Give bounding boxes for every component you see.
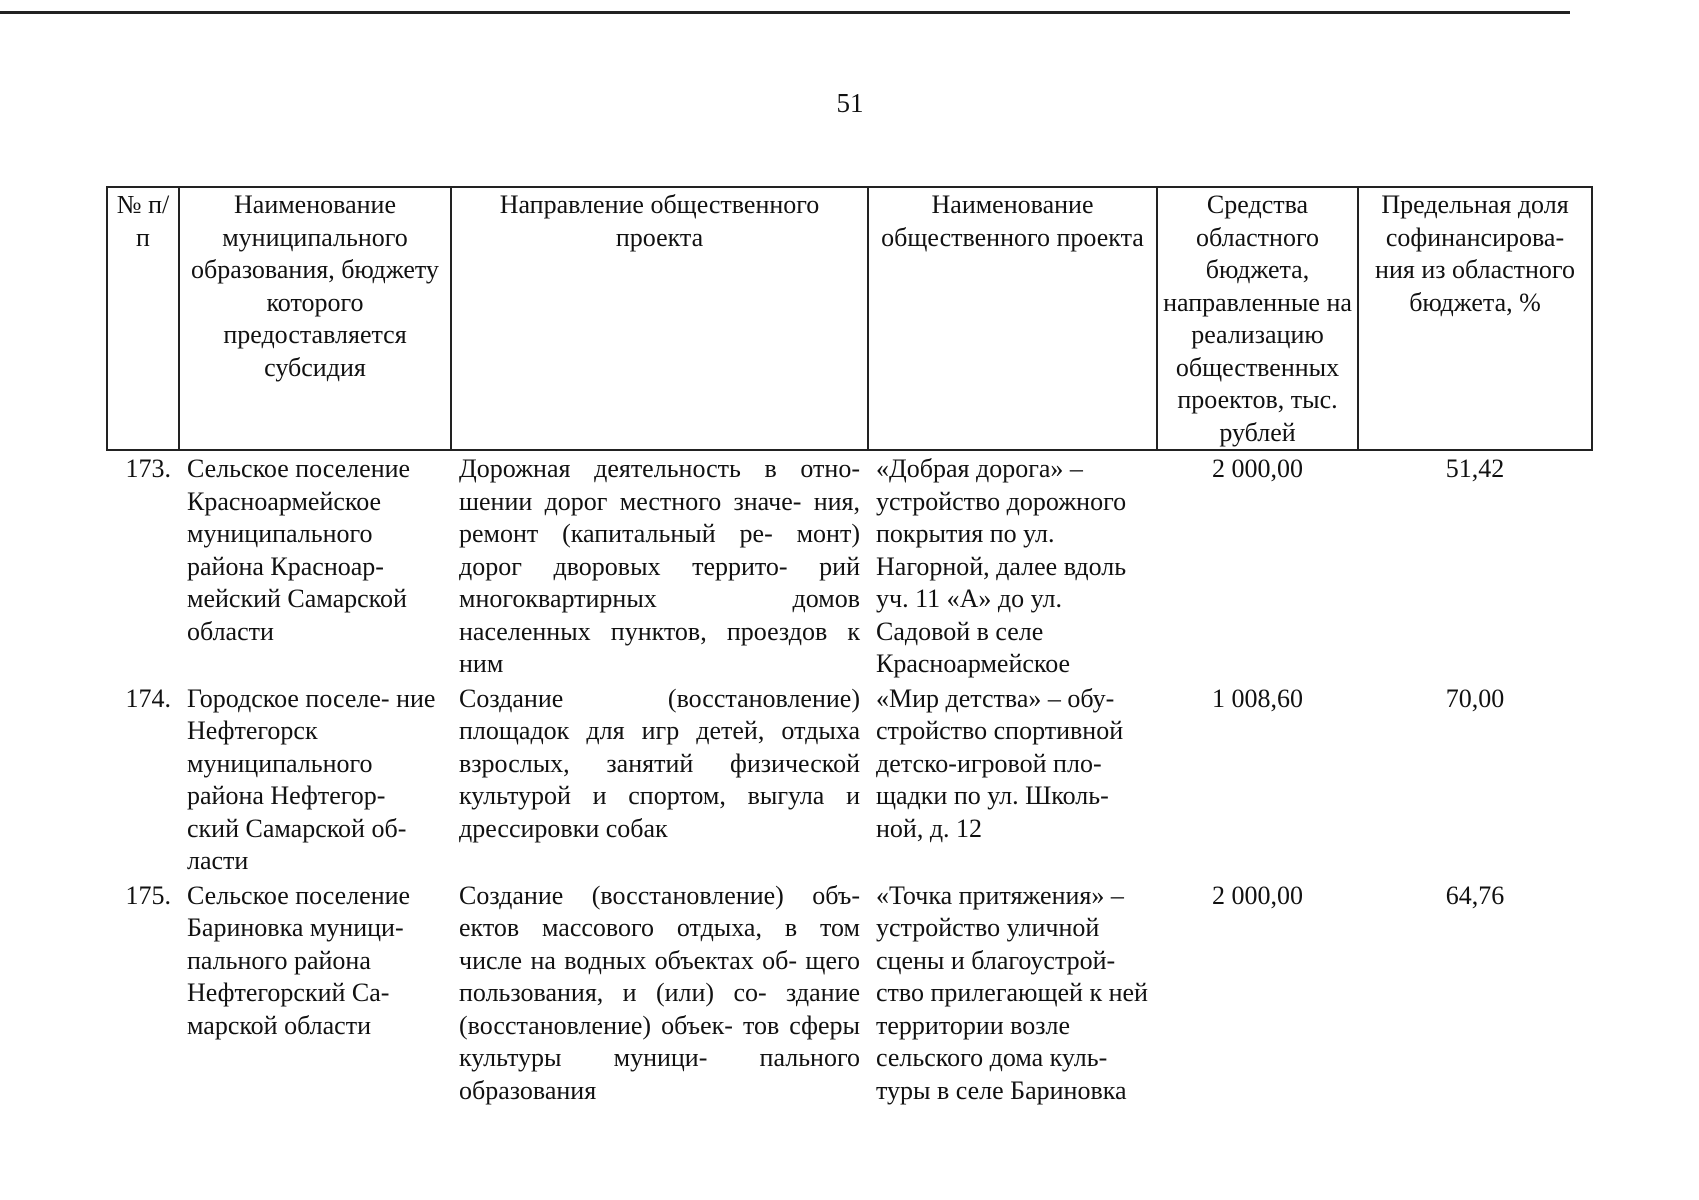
header-project-name: Наименование общественного проекта xyxy=(868,187,1157,450)
subsidy-table xyxy=(106,186,1593,1107)
top-border-line xyxy=(0,11,1570,14)
table-row xyxy=(107,681,1592,878)
municipality-cell: Городское поселе- ние Нефтегорск муниципального района Нефтегор- ский Самарской об- ласти xyxy=(187,683,436,875)
share-cell: 51,42 xyxy=(1445,454,1505,483)
direction-cell: Создание (восстановление) объ- ектов массового отдыха, в том числе на водных объектах об- щего пользования, и (или) со- здание (восстановление) объек- тов сферы культуры муници- пального образования xyxy=(459,880,860,1105)
table-header-row xyxy=(107,187,1592,450)
direction-cell: Дорожная деятельность в отно- шении дорог местного значе- ния, ремонт (капитальный ре- монт) дорог дворовых террито- рий многоквартирных домов населенных пунктов, проездов к ним xyxy=(459,454,860,678)
table-row xyxy=(107,450,1592,681)
header-share: Предельная доля софинансирова- ния из областного бюджета, % xyxy=(1358,187,1592,450)
header-direction: Направление общественного проекта xyxy=(451,187,868,450)
funds-cell: 1 008,60 xyxy=(1212,683,1303,713)
header-funds: Средства областного бюджета, направленные на реализацию общественных проектов, тыс. рублей xyxy=(1157,187,1358,450)
project-cell: «Мир детства» – обу- стройство спортивной детско-игровой пло- щадки по ул. Школь- ной, д. 12 xyxy=(876,683,1124,843)
funds-cell: 2 000,00 xyxy=(1212,454,1303,483)
share-cell: 70,00 xyxy=(1445,683,1505,713)
share-cell: 64,76 xyxy=(1445,880,1505,910)
municipality-cell: Сельское поселение Бариновка муници- пального района Нефтегорский Са- марской области xyxy=(187,880,411,1040)
header-municipality: Наименование муниципального образования, бюджету которого предоставляется субсидия xyxy=(179,187,451,450)
page-number: 51 xyxy=(836,88,864,118)
project-cell: «Точка притяжения» – устройство уличной сцены и благоустрой- ство прилегающей к ней территории возле сельского дома куль- туры в селе Бариновка xyxy=(876,880,1148,1105)
municipality-cell: Сельское поселение Красноармейское муниципального района Красноар- мейский Самарской области xyxy=(187,454,411,646)
row-number: 173. xyxy=(125,454,171,483)
direction-cell: Создание (восстановление) площадок для игр детей, отдыха взрослых, занятий физической культурой и спортом, выгула и дрессировки собак xyxy=(459,683,860,843)
funds-cell: 2 000,00 xyxy=(1212,880,1303,910)
row-number: 175. xyxy=(125,880,171,910)
project-cell: «Добрая дорога» – устройство дорожного покрытия по ул. Нагорной, далее вдоль уч. 11 «А» до ул. Садовой в селе Красноармейское xyxy=(876,454,1127,678)
header-number: № п/п xyxy=(107,187,179,450)
table-row xyxy=(107,878,1592,1108)
row-number: 174. xyxy=(125,683,171,713)
